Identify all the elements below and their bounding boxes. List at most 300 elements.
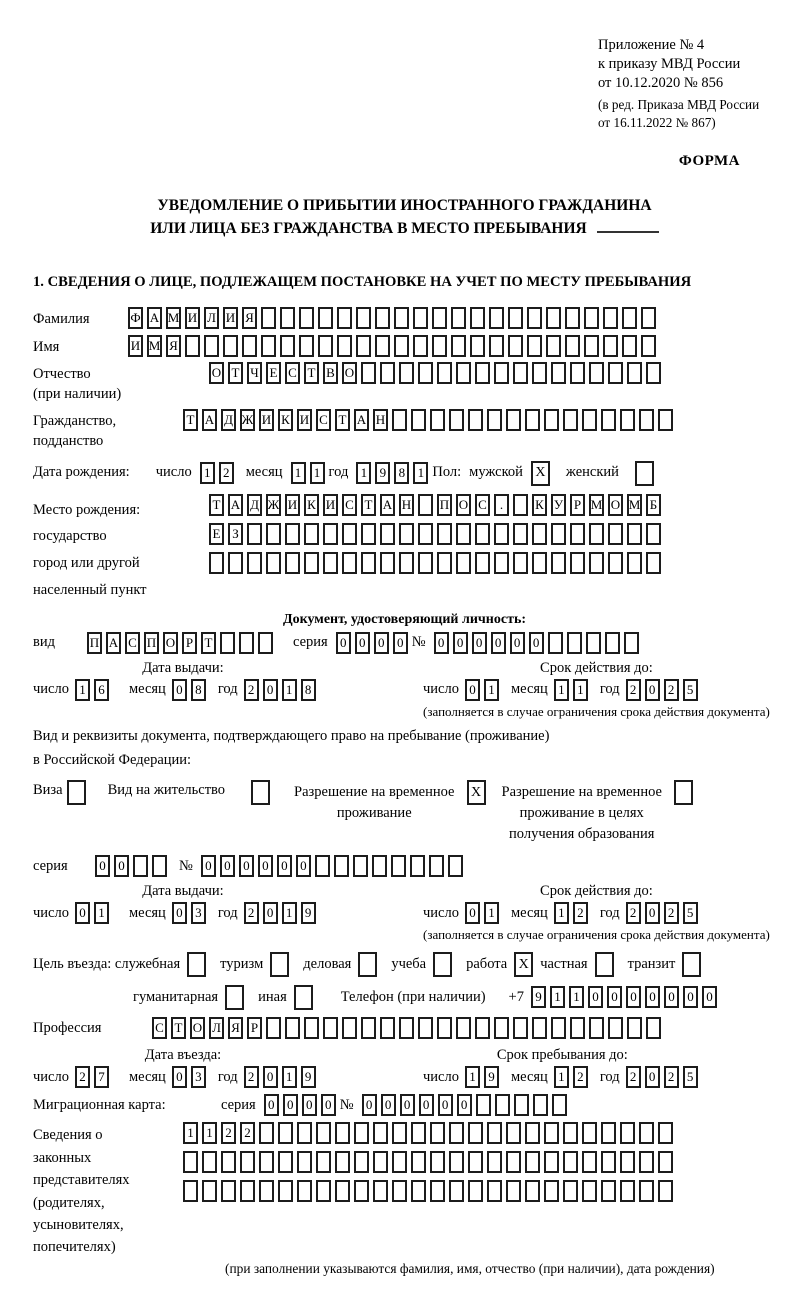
- form-cell[interactable]: [342, 1017, 357, 1039]
- form-cell[interactable]: 0: [588, 986, 603, 1008]
- form-cell[interactable]: [532, 552, 547, 574]
- form-cell[interactable]: К: [304, 494, 319, 516]
- form-cell[interactable]: 1: [75, 679, 90, 701]
- form-cell[interactable]: [449, 1180, 464, 1202]
- form-cell[interactable]: 1: [554, 679, 569, 701]
- form-cell[interactable]: 0: [336, 632, 351, 654]
- form-cell[interactable]: [266, 523, 281, 545]
- form-cell[interactable]: [584, 335, 599, 357]
- form-cell[interactable]: [525, 409, 540, 431]
- form-cell[interactable]: Л: [209, 1017, 224, 1039]
- form-cell[interactable]: К: [278, 409, 293, 431]
- purpose-transit-checkbox[interactable]: [682, 952, 701, 977]
- purpose-other-checkbox[interactable]: [294, 985, 313, 1010]
- form-cell[interactable]: [513, 523, 528, 545]
- form-cell[interactable]: 0: [683, 986, 698, 1008]
- form-cell[interactable]: 0: [664, 986, 679, 1008]
- form-cell[interactable]: А: [354, 409, 369, 431]
- form-cell[interactable]: 1: [554, 1066, 569, 1088]
- form-cell[interactable]: Р: [247, 1017, 262, 1039]
- form-cell[interactable]: [392, 1122, 407, 1144]
- purpose-work-checkbox[interactable]: X: [514, 952, 533, 977]
- form-cell[interactable]: [475, 362, 490, 384]
- form-cell[interactable]: [432, 307, 447, 329]
- form-cell[interactable]: [608, 362, 623, 384]
- form-cell[interactable]: [297, 1151, 312, 1173]
- form-cell[interactable]: 0: [75, 902, 90, 924]
- form-cell[interactable]: У: [551, 494, 566, 516]
- temp-residence-edu-checkbox[interactable]: [674, 780, 693, 805]
- form-cell[interactable]: [430, 1180, 445, 1202]
- form-cell[interactable]: [183, 1180, 198, 1202]
- form-cell[interactable]: [533, 1094, 548, 1116]
- form-cell[interactable]: Ж: [266, 494, 281, 516]
- form-cell[interactable]: [489, 307, 504, 329]
- form-cell[interactable]: [506, 1122, 521, 1144]
- form-cell[interactable]: [548, 632, 563, 654]
- form-cell[interactable]: [470, 335, 485, 357]
- form-cell[interactable]: [601, 409, 616, 431]
- form-cell[interactable]: Е: [209, 523, 224, 545]
- form-cell[interactable]: [221, 1180, 236, 1202]
- form-cell[interactable]: [399, 552, 414, 574]
- form-cell[interactable]: [476, 1094, 491, 1116]
- form-cell[interactable]: [259, 1122, 274, 1144]
- form-cell[interactable]: П: [437, 494, 452, 516]
- form-cell[interactable]: [494, 362, 509, 384]
- form-cell[interactable]: [380, 1017, 395, 1039]
- form-cell[interactable]: [513, 362, 528, 384]
- form-cell[interactable]: [259, 1151, 274, 1173]
- form-cell[interactable]: [641, 307, 656, 329]
- form-cell[interactable]: 5: [683, 1066, 698, 1088]
- form-cell[interactable]: [315, 855, 330, 877]
- form-cell[interactable]: С: [475, 494, 490, 516]
- form-cell[interactable]: [525, 1180, 540, 1202]
- form-cell[interactable]: 0: [302, 1094, 317, 1116]
- form-cell[interactable]: [601, 1122, 616, 1144]
- form-cell[interactable]: [266, 552, 281, 574]
- form-cell[interactable]: Н: [399, 494, 414, 516]
- form-cell[interactable]: 0: [434, 632, 449, 654]
- form-cell[interactable]: 1: [465, 1066, 480, 1088]
- form-cell[interactable]: Т: [171, 1017, 186, 1039]
- form-cell[interactable]: [608, 1017, 623, 1039]
- form-cell[interactable]: [641, 335, 656, 357]
- form-cell[interactable]: [570, 1017, 585, 1039]
- form-cell[interactable]: [437, 362, 452, 384]
- form-cell[interactable]: [335, 1122, 350, 1144]
- form-cell[interactable]: 0: [362, 1094, 377, 1116]
- form-cell[interactable]: 2: [244, 902, 259, 924]
- form-cell[interactable]: А: [106, 632, 121, 654]
- form-cell[interactable]: 0: [381, 1094, 396, 1116]
- form-cell[interactable]: 9: [531, 986, 546, 1008]
- form-cell[interactable]: И: [297, 409, 312, 431]
- form-cell[interactable]: [356, 335, 371, 357]
- form-cell[interactable]: Л: [204, 307, 219, 329]
- form-cell[interactable]: [494, 523, 509, 545]
- form-cell[interactable]: [394, 335, 409, 357]
- form-cell[interactable]: [563, 1122, 578, 1144]
- form-cell[interactable]: П: [87, 632, 102, 654]
- form-cell[interactable]: [223, 335, 238, 357]
- form-cell[interactable]: [297, 1180, 312, 1202]
- form-cell[interactable]: 2: [240, 1122, 255, 1144]
- form-cell[interactable]: [430, 1151, 445, 1173]
- purpose-private-checkbox[interactable]: [595, 952, 614, 977]
- form-cell[interactable]: 2: [75, 1066, 90, 1088]
- form-cell[interactable]: Я: [166, 335, 181, 357]
- form-cell[interactable]: [266, 1017, 281, 1039]
- form-cell[interactable]: М: [147, 335, 162, 357]
- form-cell[interactable]: [247, 552, 262, 574]
- form-cell[interactable]: [410, 855, 425, 877]
- form-cell[interactable]: [342, 552, 357, 574]
- form-cell[interactable]: 0: [645, 1066, 660, 1088]
- form-cell[interactable]: [380, 552, 395, 574]
- form-cell[interactable]: [620, 1122, 635, 1144]
- form-cell[interactable]: [375, 307, 390, 329]
- form-cell[interactable]: 5: [683, 679, 698, 701]
- form-cell[interactable]: 2: [573, 1066, 588, 1088]
- form-cell[interactable]: О: [456, 494, 471, 516]
- form-cell[interactable]: 1: [484, 679, 499, 701]
- form-cell[interactable]: 0: [264, 1094, 279, 1116]
- form-cell[interactable]: Я: [228, 1017, 243, 1039]
- form-cell[interactable]: [430, 409, 445, 431]
- form-cell[interactable]: [627, 1017, 642, 1039]
- form-cell[interactable]: 9: [484, 1066, 499, 1088]
- residence-permit-checkbox[interactable]: [251, 780, 270, 805]
- form-cell[interactable]: 8: [191, 679, 206, 701]
- form-cell[interactable]: [373, 1151, 388, 1173]
- form-cell[interactable]: [582, 1122, 597, 1144]
- form-cell[interactable]: [185, 335, 200, 357]
- form-cell[interactable]: 0: [263, 679, 278, 701]
- form-cell[interactable]: [506, 1151, 521, 1173]
- form-cell[interactable]: [646, 1017, 661, 1039]
- form-cell[interactable]: [589, 1017, 604, 1039]
- form-cell[interactable]: [513, 1017, 528, 1039]
- form-cell[interactable]: [658, 1122, 673, 1144]
- form-cell[interactable]: [334, 855, 349, 877]
- form-cell[interactable]: [280, 335, 295, 357]
- form-cell[interactable]: 0: [400, 1094, 415, 1116]
- gender-male-checkbox[interactable]: X: [531, 461, 550, 486]
- form-cell[interactable]: 0: [472, 632, 487, 654]
- form-cell[interactable]: [658, 1180, 673, 1202]
- form-cell[interactable]: А: [228, 494, 243, 516]
- form-cell[interactable]: 0: [95, 855, 110, 877]
- form-cell[interactable]: [601, 1151, 616, 1173]
- form-cell[interactable]: [605, 632, 620, 654]
- form-cell[interactable]: 0: [626, 986, 641, 1008]
- form-cell[interactable]: 2: [664, 1066, 679, 1088]
- form-cell[interactable]: 0: [277, 855, 292, 877]
- form-cell[interactable]: [278, 1122, 293, 1144]
- form-cell[interactable]: [506, 409, 521, 431]
- form-cell[interactable]: [627, 523, 642, 545]
- form-cell[interactable]: И: [285, 494, 300, 516]
- form-cell[interactable]: [627, 552, 642, 574]
- form-cell[interactable]: О: [209, 362, 224, 384]
- form-cell[interactable]: [335, 1180, 350, 1202]
- form-cell[interactable]: [563, 409, 578, 431]
- form-cell[interactable]: 0: [393, 632, 408, 654]
- form-cell[interactable]: 2: [626, 902, 641, 924]
- form-cell[interactable]: 0: [283, 1094, 298, 1116]
- form-cell[interactable]: [508, 307, 523, 329]
- form-cell[interactable]: [508, 335, 523, 357]
- form-cell[interactable]: 2: [219, 462, 234, 484]
- form-cell[interactable]: [316, 1122, 331, 1144]
- form-cell[interactable]: Я: [242, 307, 257, 329]
- form-cell[interactable]: [646, 552, 661, 574]
- form-cell[interactable]: .: [494, 494, 509, 516]
- form-cell[interactable]: [567, 632, 582, 654]
- form-cell[interactable]: [304, 523, 319, 545]
- form-cell[interactable]: [259, 1180, 274, 1202]
- form-cell[interactable]: [646, 362, 661, 384]
- form-cell[interactable]: [240, 1151, 255, 1173]
- form-cell[interactable]: [449, 1151, 464, 1173]
- form-cell[interactable]: 1: [183, 1122, 198, 1144]
- form-cell[interactable]: [639, 409, 654, 431]
- purpose-tourism-checkbox[interactable]: [270, 952, 289, 977]
- form-cell[interactable]: 1: [94, 902, 109, 924]
- form-cell[interactable]: И: [259, 409, 274, 431]
- form-cell[interactable]: [285, 1017, 300, 1039]
- form-cell[interactable]: К: [532, 494, 547, 516]
- form-cell[interactable]: [261, 335, 276, 357]
- form-cell[interactable]: Т: [183, 409, 198, 431]
- form-cell[interactable]: И: [323, 494, 338, 516]
- form-cell[interactable]: 9: [375, 462, 390, 484]
- form-cell[interactable]: 2: [244, 1066, 259, 1088]
- form-cell[interactable]: Т: [361, 494, 376, 516]
- form-cell[interactable]: 3: [191, 902, 206, 924]
- form-cell[interactable]: 0: [465, 902, 480, 924]
- form-cell[interactable]: [544, 1180, 559, 1202]
- form-cell[interactable]: 1: [282, 1066, 297, 1088]
- form-cell[interactable]: [413, 307, 428, 329]
- form-cell[interactable]: [551, 1017, 566, 1039]
- form-cell[interactable]: [247, 523, 262, 545]
- form-cell[interactable]: 0: [321, 1094, 336, 1116]
- form-cell[interactable]: И: [128, 335, 143, 357]
- form-cell[interactable]: [278, 1180, 293, 1202]
- form-cell[interactable]: [487, 1180, 502, 1202]
- form-cell[interactable]: [589, 362, 604, 384]
- form-cell[interactable]: [392, 1180, 407, 1202]
- form-cell[interactable]: [494, 1017, 509, 1039]
- form-cell[interactable]: 0: [296, 855, 311, 877]
- form-cell[interactable]: [202, 1151, 217, 1173]
- purpose-official-checkbox[interactable]: [187, 952, 206, 977]
- form-cell[interactable]: Ф: [128, 307, 143, 329]
- form-cell[interactable]: О: [163, 632, 178, 654]
- form-cell[interactable]: [487, 1122, 502, 1144]
- form-cell[interactable]: [475, 1017, 490, 1039]
- form-cell[interactable]: [353, 855, 368, 877]
- form-cell[interactable]: [418, 362, 433, 384]
- form-cell[interactable]: [639, 1180, 654, 1202]
- form-cell[interactable]: М: [589, 494, 604, 516]
- form-cell[interactable]: [495, 1094, 510, 1116]
- form-cell[interactable]: 0: [457, 1094, 472, 1116]
- form-cell[interactable]: [337, 307, 352, 329]
- form-cell[interactable]: [318, 307, 333, 329]
- form-cell[interactable]: 0: [220, 855, 235, 877]
- form-cell[interactable]: 1: [282, 902, 297, 924]
- form-cell[interactable]: [544, 409, 559, 431]
- form-cell[interactable]: [280, 307, 295, 329]
- form-cell[interactable]: О: [190, 1017, 205, 1039]
- form-cell[interactable]: [380, 362, 395, 384]
- form-cell[interactable]: [570, 362, 585, 384]
- form-cell[interactable]: [316, 1151, 331, 1173]
- form-cell[interactable]: 1: [569, 986, 584, 1008]
- form-cell[interactable]: [608, 523, 623, 545]
- form-cell[interactable]: [372, 855, 387, 877]
- form-cell[interactable]: 0: [263, 1066, 278, 1088]
- form-cell[interactable]: [133, 855, 148, 877]
- form-cell[interactable]: [361, 1017, 376, 1039]
- form-cell[interactable]: [399, 523, 414, 545]
- form-cell[interactable]: [285, 552, 300, 574]
- form-cell[interactable]: [527, 307, 542, 329]
- form-cell[interactable]: [627, 362, 642, 384]
- form-cell[interactable]: 0: [465, 679, 480, 701]
- form-cell[interactable]: 2: [664, 902, 679, 924]
- form-cell[interactable]: [551, 552, 566, 574]
- form-cell[interactable]: 0: [201, 855, 216, 877]
- form-cell[interactable]: П: [144, 632, 159, 654]
- form-cell[interactable]: [240, 1180, 255, 1202]
- form-cell[interactable]: Ж: [240, 409, 255, 431]
- form-cell[interactable]: [297, 1122, 312, 1144]
- form-cell[interactable]: [527, 335, 542, 357]
- form-cell[interactable]: [565, 307, 580, 329]
- form-cell[interactable]: 0: [607, 986, 622, 1008]
- form-cell[interactable]: [437, 552, 452, 574]
- form-cell[interactable]: [601, 1180, 616, 1202]
- form-cell[interactable]: [513, 494, 528, 516]
- form-cell[interactable]: [228, 552, 243, 574]
- form-cell[interactable]: [335, 1151, 350, 1173]
- form-cell[interactable]: Р: [570, 494, 585, 516]
- form-cell[interactable]: А: [202, 409, 217, 431]
- form-cell[interactable]: [323, 523, 338, 545]
- temp-residence-checkbox[interactable]: X: [467, 780, 486, 805]
- form-cell[interactable]: [380, 523, 395, 545]
- form-cell[interactable]: [622, 335, 637, 357]
- form-cell[interactable]: [475, 552, 490, 574]
- form-cell[interactable]: [456, 523, 471, 545]
- form-cell[interactable]: [323, 1017, 338, 1039]
- form-cell[interactable]: [620, 1180, 635, 1202]
- form-cell[interactable]: [487, 409, 502, 431]
- form-cell[interactable]: 1: [202, 1122, 217, 1144]
- form-cell[interactable]: [546, 307, 561, 329]
- form-cell[interactable]: Т: [304, 362, 319, 384]
- form-cell[interactable]: [456, 1017, 471, 1039]
- gender-female-checkbox[interactable]: [635, 461, 654, 486]
- form-cell[interactable]: 1: [356, 462, 371, 484]
- form-cell[interactable]: [603, 307, 618, 329]
- form-cell[interactable]: [392, 409, 407, 431]
- form-cell[interactable]: [242, 335, 257, 357]
- form-cell[interactable]: Н: [373, 409, 388, 431]
- form-cell[interactable]: [392, 1151, 407, 1173]
- form-cell[interactable]: [552, 1094, 567, 1116]
- form-cell[interactable]: 2: [664, 679, 679, 701]
- form-cell[interactable]: И: [223, 307, 238, 329]
- form-cell[interactable]: Ч: [247, 362, 262, 384]
- form-cell[interactable]: 0: [645, 986, 660, 1008]
- form-cell[interactable]: 6: [94, 679, 109, 701]
- form-cell[interactable]: [468, 1122, 483, 1144]
- form-cell[interactable]: 2: [221, 1122, 236, 1144]
- form-cell[interactable]: [525, 1151, 540, 1173]
- form-cell[interactable]: [354, 1122, 369, 1144]
- form-cell[interactable]: [603, 335, 618, 357]
- form-cell[interactable]: [639, 1151, 654, 1173]
- form-cell[interactable]: [639, 1122, 654, 1144]
- form-cell[interactable]: [570, 552, 585, 574]
- form-cell[interactable]: 0: [172, 1066, 187, 1088]
- form-cell[interactable]: В: [323, 362, 338, 384]
- form-cell[interactable]: Т: [228, 362, 243, 384]
- form-cell[interactable]: 1: [484, 902, 499, 924]
- form-cell[interactable]: [589, 552, 604, 574]
- form-cell[interactable]: 1: [573, 679, 588, 701]
- form-cell[interactable]: Б: [646, 494, 661, 516]
- purpose-humanitarian-checkbox[interactable]: [225, 985, 244, 1010]
- form-cell[interactable]: [316, 1180, 331, 1202]
- form-cell[interactable]: [532, 1017, 547, 1039]
- form-cell[interactable]: 8: [301, 679, 316, 701]
- form-cell[interactable]: [582, 409, 597, 431]
- form-cell[interactable]: [487, 1151, 502, 1173]
- form-cell[interactable]: [608, 552, 623, 574]
- form-cell[interactable]: Т: [335, 409, 350, 431]
- form-cell[interactable]: [318, 335, 333, 357]
- form-cell[interactable]: [361, 523, 376, 545]
- form-cell[interactable]: [337, 335, 352, 357]
- form-cell[interactable]: 0: [702, 986, 717, 1008]
- form-cell[interactable]: [432, 335, 447, 357]
- form-cell[interactable]: 1: [554, 902, 569, 924]
- purpose-study-checkbox[interactable]: [433, 952, 452, 977]
- form-cell[interactable]: С: [125, 632, 140, 654]
- form-cell[interactable]: [582, 1151, 597, 1173]
- form-cell[interactable]: [506, 1180, 521, 1202]
- form-cell[interactable]: 0: [491, 632, 506, 654]
- form-cell[interactable]: [373, 1122, 388, 1144]
- form-cell[interactable]: [589, 523, 604, 545]
- form-cell[interactable]: 0: [438, 1094, 453, 1116]
- form-cell[interactable]: [221, 1151, 236, 1173]
- form-cell[interactable]: [544, 1151, 559, 1173]
- form-cell[interactable]: [342, 523, 357, 545]
- form-cell[interactable]: Т: [201, 632, 216, 654]
- form-cell[interactable]: [204, 335, 219, 357]
- form-cell[interactable]: [411, 1180, 426, 1202]
- form-cell[interactable]: 0: [172, 902, 187, 924]
- form-cell[interactable]: [489, 335, 504, 357]
